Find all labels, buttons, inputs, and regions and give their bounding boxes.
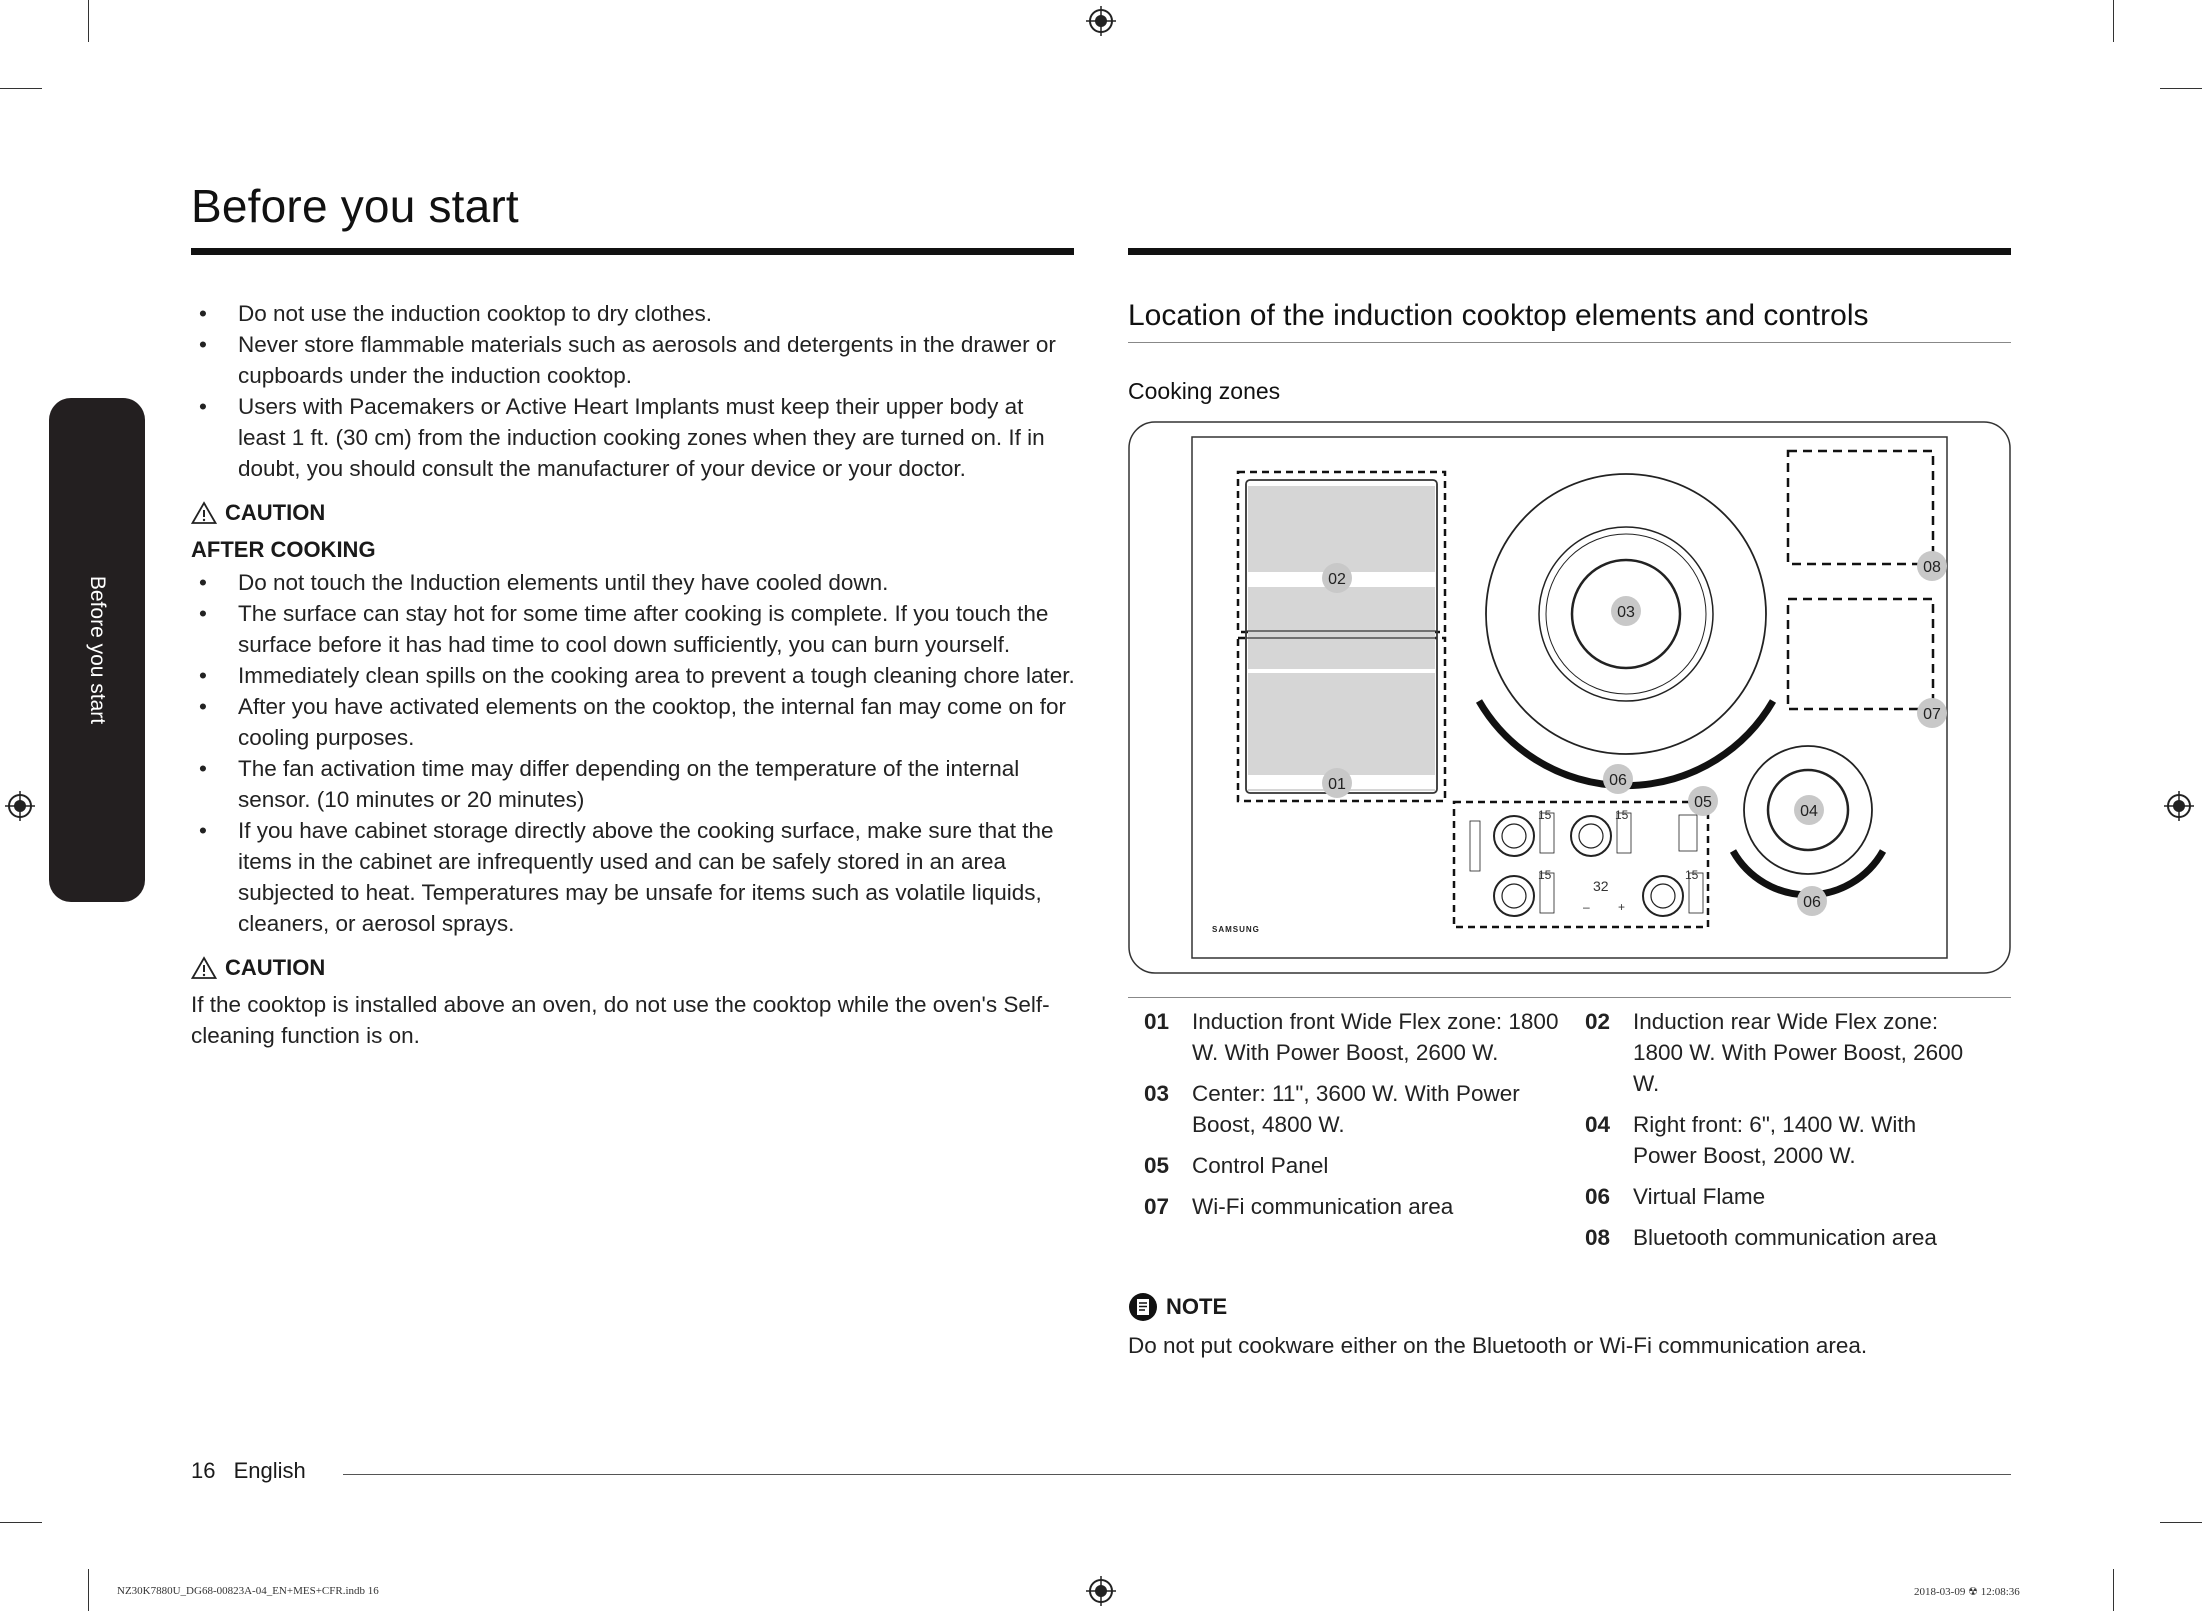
caution-label: CAUTION xyxy=(225,500,326,525)
left-column xyxy=(191,298,1076,1051)
callout-03: 03 xyxy=(1617,604,1635,621)
note-icon xyxy=(1128,1292,1158,1322)
list-item: • If you have cabinet storage directly above the cooking surface, make sure that the items in the cabinet are infrequently used and can be safely stored in an area subjected to heat. Temperatures may be unsafe for items such as volatile liquids, cleaners, or aerosol sprays. xyxy=(191,815,1076,939)
legend-rule xyxy=(1128,997,2011,998)
page-language: English xyxy=(233,1458,306,1483)
control-panel-outline xyxy=(1454,802,1708,927)
cooktop-diagram xyxy=(1128,421,2011,974)
warning-triangle-icon xyxy=(191,956,217,980)
title-rule-right xyxy=(1128,248,2011,255)
caution-heading xyxy=(191,955,1076,981)
svg-text:15: 15 xyxy=(1538,868,1552,882)
cooking-zones-heading: Cooking zones xyxy=(1128,378,1281,404)
print-date-info: 2018-03-09 ☢ 12:08:36 xyxy=(1914,1586,2020,1598)
warning-triangle-icon xyxy=(191,501,217,525)
callout-04: 04 xyxy=(1800,803,1818,820)
section-heading: Location of the induction cooktop elements and controls xyxy=(1128,299,1869,332)
callout-07: 07 xyxy=(1923,706,1941,723)
title-rule-left xyxy=(191,248,1074,255)
crop-mark xyxy=(0,88,42,89)
oven-caution-text: If the cooktop is installed above an oven, do not use the cooktop while the oven's Self-cleaning function is on. xyxy=(191,992,1050,1048)
list-item: • After you have activated elements on the cooktop, the internal fan may come on for cooling purposes. xyxy=(191,691,1076,753)
after-cooking-bullet-list xyxy=(191,567,1076,939)
bluetooth-area-outline xyxy=(1788,451,1933,564)
crop-mark xyxy=(2113,1569,2114,1611)
registration-mark-icon xyxy=(1086,6,1116,36)
side-tab xyxy=(49,398,145,902)
callout-05: 05 xyxy=(1694,794,1712,811)
legend xyxy=(1144,1006,2014,1253)
svg-text:15: 15 xyxy=(1538,808,1552,822)
list-item: • Do not use the induction cooktop to dry clothes. xyxy=(191,298,1076,329)
legend-item: 01 Induction front Wide Flex zone: 1800 W. With Power Boost, 2600 W. xyxy=(1144,1009,1559,1065)
caution-heading xyxy=(191,500,1076,526)
crop-mark xyxy=(88,0,89,42)
legend-item: 07 Wi-Fi communication area xyxy=(1144,1194,1454,1219)
list-item: • Never store flammable materials such as aerosols and detergents in the drawer or cupboards under the induction cooktop. xyxy=(191,329,1076,391)
list-item: • Users with Pacemakers or Active Heart Implants must keep their upper body at least 1 ft. (30 cm) from the induction cooking zones when they are turned on. If in doubt, you should consult the manufacturer of your device or your doctor. xyxy=(191,391,1076,484)
callout-01: 01 xyxy=(1328,776,1346,793)
list-item: • The surface can stay hot for some time after cooking is complete. If you touch the surface before it has had time to cool down sufficiently, you can burn yourself. xyxy=(191,598,1076,660)
svg-text:+: + xyxy=(1618,900,1626,914)
list-item: • The fan activation time may differ depending on the temperature of the internal sensor. (10 minutes or 20 minutes) xyxy=(191,753,1076,815)
page-number: 16 xyxy=(191,1458,216,1483)
registration-mark-icon xyxy=(2164,791,2194,821)
legend-item: 03 Center: 11", 3600 W. With Power Boost, 4800 W. xyxy=(1144,1081,1520,1137)
svg-text:15: 15 xyxy=(1615,808,1629,822)
crop-mark xyxy=(0,1522,42,1523)
legend-item: 04 Right front: 6", 1400 W. With Power Boost, 2000 W. xyxy=(1585,1112,1917,1168)
legend-item: 06 Virtual Flame xyxy=(1585,1184,1766,1209)
print-file-info: NZ30K7880U_DG68-00823A-04_EN+MES+CFR.indb 16 xyxy=(117,1585,379,1597)
crop-mark xyxy=(2160,88,2202,89)
crop-mark xyxy=(2160,1522,2202,1523)
wifi-area-outline xyxy=(1788,599,1933,709)
flex-pad xyxy=(1248,587,1435,669)
page-title: Before you start xyxy=(191,180,519,232)
after-cooking-heading: AFTER COOKING xyxy=(191,537,376,562)
svg-text:32: 32 xyxy=(1593,878,1609,894)
page-footer xyxy=(191,1458,306,1484)
brand-logo: SAMSUNG xyxy=(1212,925,1260,934)
section-heading-rule xyxy=(1128,342,2011,343)
crop-mark xyxy=(2113,0,2114,42)
list-item: • Immediately clean spills on the cooking area to prevent a tough cleaning chore later. xyxy=(191,660,1076,691)
note-label: NOTE xyxy=(1166,1294,1228,1319)
note-heading xyxy=(1128,1292,1227,1322)
legend-item: 08 Bluetooth communication area xyxy=(1585,1225,1937,1250)
safety-bullet-list xyxy=(191,298,1076,484)
crop-mark xyxy=(88,1569,89,1611)
flex-pad xyxy=(1248,486,1435,572)
svg-text:–: – xyxy=(1583,900,1590,914)
flex-pad xyxy=(1248,689,1435,775)
legend-item: 05 Control Panel xyxy=(1144,1153,1329,1178)
callout-02: 02 xyxy=(1328,571,1346,588)
footer-rule xyxy=(343,1474,2011,1475)
list-item: • Do not touch the Induction elements until they have cooled down. xyxy=(191,567,1076,598)
side-tab-label: Before you start xyxy=(86,575,109,725)
callout-06b: 06 xyxy=(1803,894,1821,911)
callout-08: 08 xyxy=(1923,559,1941,576)
legend-item: 02 Induction rear Wide Flex zone: 1800 W. With Power Boost, 2600 W. xyxy=(1585,1009,1964,1096)
caution-label: CAUTION xyxy=(225,955,326,980)
note-text: Do not put cookware either on the Bluetooth or Wi-Fi communication area. xyxy=(1128,1333,1868,1358)
registration-mark-icon xyxy=(5,791,35,821)
svg-text:15: 15 xyxy=(1685,868,1699,882)
registration-mark-icon xyxy=(1086,1576,1116,1606)
callout-06: 06 xyxy=(1609,772,1627,789)
